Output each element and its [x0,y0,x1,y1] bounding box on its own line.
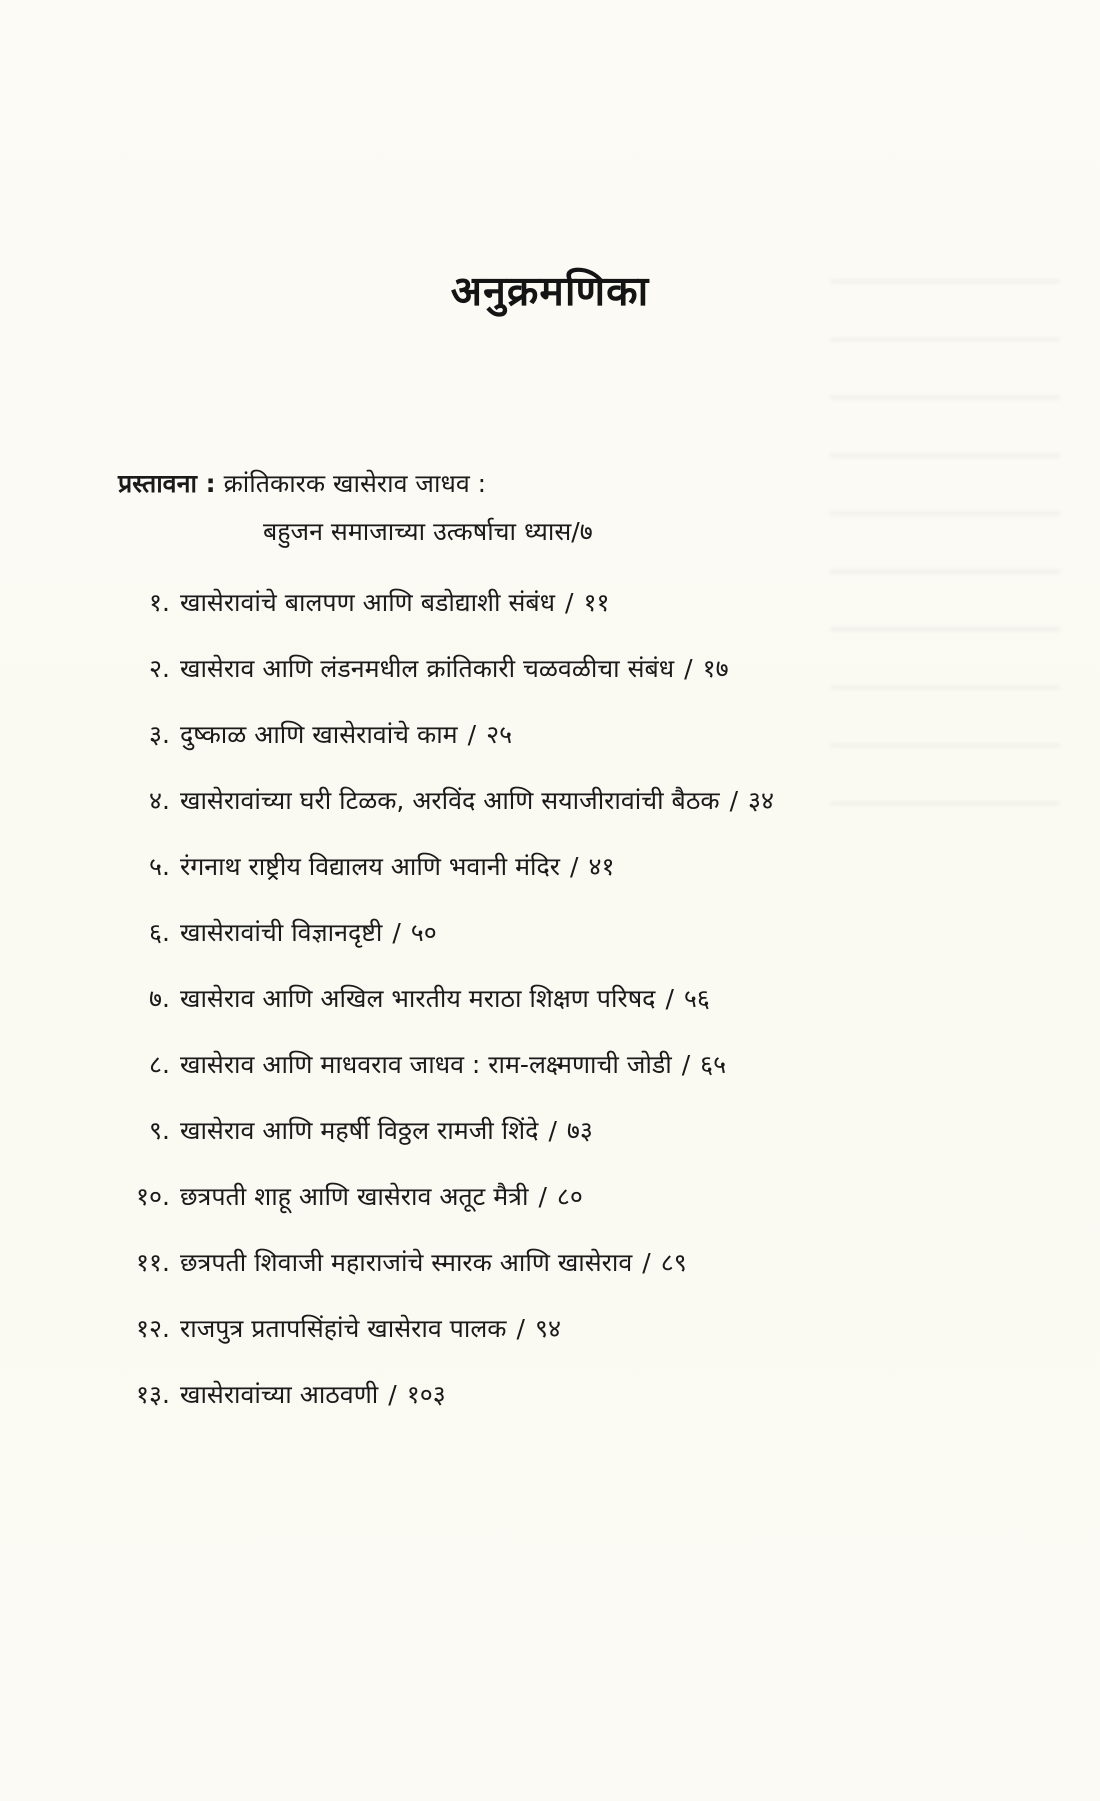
page-separator: / [565,588,574,617]
toc-entry-number: १. [149,588,170,617]
preface-title-line2: बहुजन समाजाच्या उत्कर्षाचा ध्यास [263,517,572,546]
toc-entry-title: खासेरावांचे बालपण आणि बडोद्याशी संबंध [180,588,556,617]
page-separator: / [684,654,693,683]
toc-entry-number: ८. [149,1050,170,1079]
toc-entry [118,834,1018,900]
toc-entry-number: ११. [136,1248,170,1277]
page-separator: / [516,1314,525,1343]
toc-entry-page: ८० [556,1182,583,1211]
toc-entry-page: ४१ [588,852,615,881]
page-separator: / [548,1116,557,1145]
toc-entry-number: २. [149,654,170,683]
toc-entry-title: छत्रपती शिवाजी महाराजांचे स्मारक आणि खासेराव [180,1248,633,1277]
toc-entry-number: ९. [149,1116,170,1145]
toc-entry-title: खासेराव आणि लंडनमधील क्रांतिकारी चळवळीचा संबंध [180,654,675,683]
preface-title-line1: क्रांतिकारक खासेराव जाधव : [223,469,487,498]
toc-entry [118,702,1018,768]
toc-entry-page: १७ [702,654,729,683]
toc-entry-number: ४. [149,786,170,815]
toc-entry-number: ७. [149,984,170,1013]
toc-entry-number: १२. [136,1314,170,1343]
preface-entry [118,460,593,556]
toc-entry [118,900,1018,966]
toc-entry-title: छत्रपती शाहू आणि खासेराव अतूट मैत्री [180,1182,529,1211]
toc-entry-title: खासेराव आणि महर्षी विठ्ठल रामजी शिंदे [180,1116,539,1145]
toc-entry [118,1032,1018,1098]
toc-entry-page: ३४ [748,786,775,815]
toc-entry-number: १०. [136,1182,170,1211]
toc-entry-page: ९४ [534,1314,561,1343]
toc-entry-page: ११ [583,588,610,617]
toc-entry-title: खासेरावांच्या आठवणी [180,1380,379,1409]
toc-entry-title: दुष्काळ आणि खासेरावांचे काम [180,720,458,749]
page-separator: / [571,517,580,546]
page-separator: / [538,1182,547,1211]
page-separator: / [388,1380,397,1409]
toc-entry-page: ५६ [683,984,710,1013]
toc-entry [118,768,1018,834]
page-separator: / [392,918,401,947]
toc-entry-page: ७३ [566,1116,593,1145]
toc-entry-title: खासेरावांची विज्ञानदृष्टी [180,918,383,947]
toc-entry [118,570,1018,636]
toc-entry-number: ५. [149,852,170,881]
toc-entry-page: ५० [410,918,437,947]
toc-entry-title: राजपुत्र प्रतापसिंहांचे खासेराव पालक [180,1314,507,1343]
toc-entry-number: १३. [136,1380,170,1409]
toc-entry-page: १०३ [406,1380,446,1409]
toc-entry-title: खासेरावांच्या घरी टिळक, अरविंद आणि सयाजीरावांची बैठक [180,786,720,815]
toc-entry [118,1164,1018,1230]
toc-entry [118,636,1018,702]
page-separator: / [729,786,738,815]
page-separator: / [681,1050,691,1079]
page-title: अनुक्रमणिका [450,267,650,315]
toc-entry-page: २५ [486,720,513,749]
toc-entry [118,1230,1018,1296]
page-separator: / [467,720,477,749]
toc-entry-title: रंगनाथ राष्ट्रीय विद्यालय आणि भवानी मंदिर [180,852,561,881]
page-separator: / [665,984,674,1013]
toc-entry [118,1362,1018,1428]
table-of-contents [118,570,1018,1428]
preface-title-line2-wrap [118,508,593,556]
toc-entry-title: खासेराव आणि माधवराव जाधव : राम-लक्ष्मणाची जोडी [180,1050,672,1079]
preface-page: ७ [579,517,593,546]
toc-entry-number: ३. [149,720,170,749]
toc-entry [118,1296,1018,1362]
toc-entry-title: खासेराव आणि अखिल भारतीय मराठा शिक्षण परिषद [180,984,656,1013]
toc-entry-page: ६५ [700,1050,727,1079]
page-separator: / [642,1248,651,1277]
toc-entry-number: ६. [149,918,170,947]
toc-entry [118,966,1018,1032]
page-separator: / [570,852,579,881]
toc-entry-page: ८९ [660,1248,687,1277]
preface-label: प्रस्तावना : [118,469,216,498]
toc-entry [118,1098,1018,1164]
